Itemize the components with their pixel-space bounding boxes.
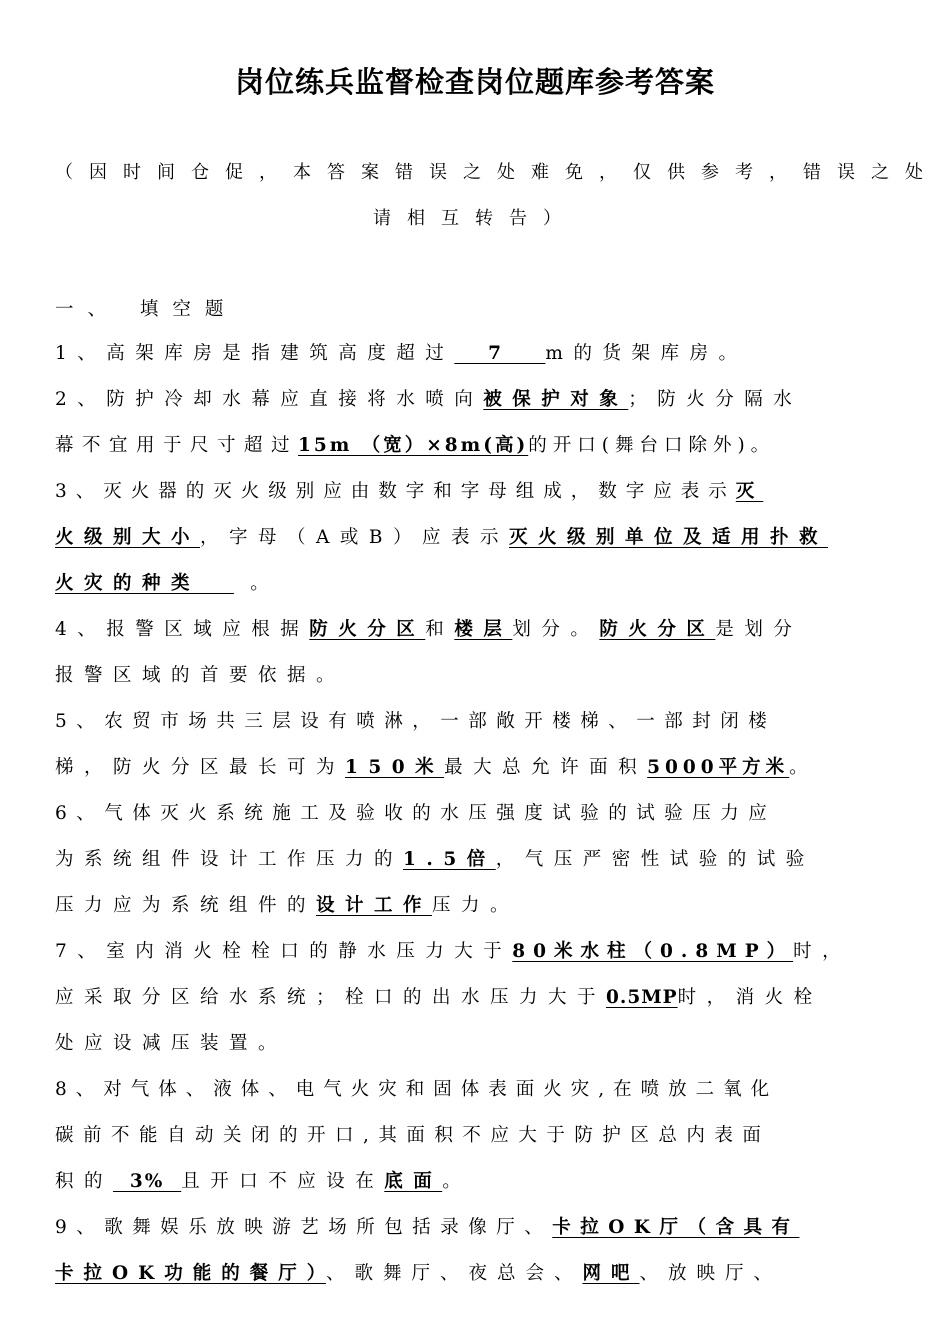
question-8-line-3 — [55, 1168, 900, 1196]
q4-answer-3: 防火分区 — [599, 619, 716, 640]
q5-text: 5、农贸市场共三层设有喷淋，一部敞开楼梯、一部封闭楼 — [55, 711, 777, 732]
q2-answer-1: 被保护对象 — [483, 389, 629, 410]
section-heading: 一、 填空题 — [55, 299, 238, 320]
q1-text: 1、高架库房是指建筑高度超过 — [55, 343, 455, 364]
q8-answer-2: 底面 — [384, 1171, 443, 1192]
q4-answer-2: 楼层 — [454, 619, 513, 640]
q6-answer-2: 设计工作 — [316, 895, 433, 916]
q4-text-3: 划分。 — [512, 619, 600, 640]
q6-text-2: 为系统组件设计工作压力的 — [55, 849, 404, 870]
question-2-line-1 — [55, 386, 900, 414]
q4-text: 4、报警区域应根据 — [55, 619, 310, 640]
q5-text-2: 梯，防火分区最长可为 — [55, 757, 346, 778]
question-3-line-1 — [55, 478, 900, 506]
question-8-line-2 — [55, 1122, 900, 1150]
q9-text-3: 、放映厅、 — [639, 1263, 782, 1284]
q8-text: 8、对气体、液体、电气火灾和固体表面火灾,在喷放二氧化 — [55, 1079, 779, 1100]
q5-text-3: 最大总允许面积 — [444, 757, 648, 778]
q8-text-4: 且开口不应设在 — [181, 1171, 385, 1192]
question-6-line-3 — [55, 892, 900, 920]
q3-answer-2b: 火灾的种类 — [55, 573, 234, 594]
q2-text-2: ；防火分隔水 — [628, 389, 803, 410]
q7-text-4: 时，消火栓 — [677, 987, 823, 1008]
q9-answer-2: 网吧 — [582, 1263, 640, 1284]
q3-answer-2a: 灭火级别单位及适用扑救 — [508, 527, 828, 548]
q6-text: 6、气体灭火系统施工及验收的水压强度试验的试验压力应 — [55, 803, 777, 824]
question-7-line-1 — [55, 938, 900, 966]
q5-text-4: 。 — [789, 757, 819, 778]
question-7-line-3 — [55, 1030, 900, 1058]
q8-text-5: 。 — [442, 1171, 472, 1192]
q8-text-2: 碳前不能自动关闭的开口,其面积不应大于防护区总内表面 — [55, 1125, 771, 1146]
q1-answer: 7 — [454, 343, 546, 364]
question-8-line-1 — [55, 1076, 900, 1104]
q7-answer-1: 80米水柱（0.8MP） — [512, 941, 794, 962]
question-9-line-2 — [55, 1260, 900, 1288]
q9-answer-1b: 卡拉OK功能的餐厅） — [55, 1263, 326, 1284]
question-7-line-2 — [55, 984, 900, 1012]
question-2-line-2 — [55, 432, 900, 460]
q9-text: 9、歌舞娱乐放映游艺场所包括录像厅、 — [55, 1217, 553, 1238]
question-5-line-2 — [55, 754, 900, 782]
question-5-line-1 — [55, 708, 900, 736]
question-4-line-1 — [55, 616, 900, 644]
q3-text-2: ，字母（A或B）应表示 — [200, 527, 509, 548]
q4-text-2: 和 — [425, 619, 455, 640]
q1-text-end: m的货架库房。 — [545, 343, 748, 364]
question-3-line-3 — [55, 570, 900, 598]
q7-answer-2: 0.5MP — [606, 987, 678, 1008]
question-3-line-2 — [55, 524, 900, 552]
question-4-line-2 — [55, 662, 900, 690]
question-6-line-1 — [55, 800, 900, 828]
q3-answer-1a: 灭 — [735, 481, 764, 502]
q6-text-4: 压力应为系统组件的 — [55, 895, 317, 916]
q3-text-3: 。 — [233, 573, 280, 594]
q5-answer-2: 5000平方米 — [647, 757, 790, 778]
note-line-1: （因时间仓促，本答案错误之处难免，仅供参考，错误之处 — [55, 162, 939, 183]
note-line-2: 请相互转告） — [373, 208, 577, 229]
q8-text-3: 积的 — [55, 1171, 114, 1192]
q4-answer-1: 防火分区 — [309, 619, 426, 640]
page-title: 岗位练兵监督检查岗位题库参考答案 — [234, 65, 715, 99]
q9-text-2: 、歌舞厅、夜总会、 — [325, 1263, 583, 1284]
question-1 — [55, 340, 900, 368]
question-9-line-1 — [55, 1214, 900, 1242]
q2-text-3: 幕不宜用于尺寸超过 — [55, 435, 299, 456]
q4-text-4: 是划分 — [715, 619, 803, 640]
q7-text-2: 时， — [793, 941, 852, 962]
q7-text-5: 处应设减压装置。 — [55, 1033, 288, 1054]
q2-text-4: 的开口(舞台口除外)。 — [528, 435, 776, 456]
q2-answer-2: 15m （宽）×8m(高) — [298, 435, 529, 456]
q9-answer-1a: 卡拉OK厅（含具有 — [552, 1217, 800, 1238]
q2-text: 2、防护冷却水幕应直接将水喷向 — [55, 389, 484, 410]
q6-answer-1: 1.5倍 — [403, 849, 496, 870]
q5-answer-1: 150米 — [345, 757, 445, 778]
q6-text-5: 压力。 — [432, 895, 520, 916]
q3-answer-1b: 火级别大小 — [55, 527, 201, 548]
q7-text-3: 应采取分区给水系统；栓口的出水压力大于 — [55, 987, 607, 1008]
question-6-line-2 — [55, 846, 900, 874]
q6-text-3: ，气压严密性试验的试验 — [495, 849, 815, 870]
q4-text-5: 报警区域的首要依据。 — [55, 665, 346, 686]
q3-text: 3、灭火器的灭火级别应由数字和字母组成，数字应表示 — [55, 481, 736, 502]
q7-text: 7、室内消火栓栓口的静水压力大于 — [55, 941, 513, 962]
q8-answer-1: 3% — [113, 1171, 182, 1192]
